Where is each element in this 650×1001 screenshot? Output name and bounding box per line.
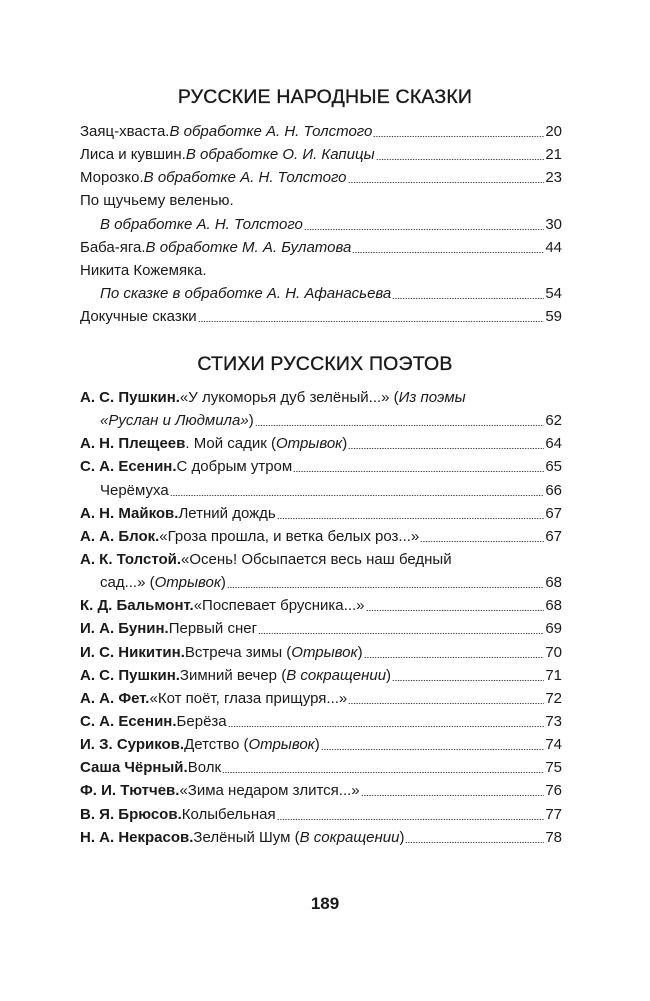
toc-entry — [80, 259, 562, 305]
dot-leader — [364, 641, 545, 664]
dot-leader — [255, 409, 545, 432]
entry-page-number: 75 — [545, 759, 562, 777]
entry-author: А. С. Пушкин. — [80, 666, 180, 684]
entry-title: Заяц-хваста. — [80, 123, 170, 140]
dot-leader — [405, 826, 544, 849]
toc-entry — [80, 803, 562, 826]
entry-title: Берёза — [176, 712, 227, 730]
dot-leader — [293, 455, 544, 478]
dot-leader — [198, 305, 545, 328]
entry-author: И. А. Бунин. — [80, 620, 169, 638]
entry-title: Летний дождь — [178, 504, 276, 522]
toc-entry — [80, 594, 562, 617]
entry-page-number: 65 — [545, 458, 562, 476]
entry-title: Морозко. — [80, 169, 144, 187]
entry-title: По щучьему веленью. — [80, 192, 234, 210]
entry-author: С. А. Есенин. — [80, 712, 177, 730]
toc-entry — [80, 120, 562, 143]
toc-entry-line — [80, 213, 562, 236]
entry-note: В обработке А. Н. Толстого — [143, 169, 347, 187]
entry-page-number: 74 — [545, 736, 562, 754]
toc-entry-line — [80, 756, 562, 779]
entry-page-number: 73 — [545, 712, 562, 730]
entry-author: Саша Чёрный. — [80, 759, 188, 777]
entry-author: А. К. Толстой. — [80, 550, 182, 568]
entry-title: ) — [220, 574, 226, 592]
entry-note: «Руслан и Людмила» — [100, 412, 249, 430]
entry-page-number: 44 — [545, 238, 562, 256]
entry-note: В сокращении — [286, 666, 387, 684]
toc-entry-line — [80, 432, 562, 455]
entry-title: «Кот поёт, глаза прищуря...» — [149, 689, 348, 707]
entry-note: В обработке М. А. Булатова — [145, 238, 352, 256]
page-number: 189 — [310, 894, 340, 913]
dot-leader — [277, 803, 545, 826]
toc-entry-line — [80, 282, 562, 305]
entry-note: Отрывок — [275, 435, 343, 453]
dot-leader — [277, 502, 545, 525]
entry-title: Баба-яга. — [80, 238, 146, 256]
toc-entry — [80, 756, 562, 779]
toc-entry-line — [80, 525, 562, 548]
entry-page-number: 78 — [545, 828, 562, 846]
toc-entry — [80, 779, 562, 802]
entry-author: С. А. Есенин. — [80, 458, 177, 476]
toc-entry-line — [80, 571, 562, 594]
entry-note: В обработке О. И. Капицы — [185, 146, 375, 164]
toc-entry-line — [80, 687, 562, 710]
entry-title: . Мой садик ( — [185, 435, 276, 453]
entry-title: Встреча зимы ( — [184, 643, 292, 661]
entry-page-number: 69 — [545, 620, 562, 638]
toc-entry-line — [80, 386, 562, 409]
toc-entry — [80, 664, 562, 687]
toc-entry-line — [80, 779, 562, 802]
toc-entry — [80, 617, 562, 640]
entry-title: «Зима недаром злится...» — [179, 782, 360, 800]
entry-page-number: 67 — [545, 527, 562, 545]
toc-entry — [80, 525, 562, 548]
toc-entry — [80, 432, 562, 455]
entry-title: ) — [248, 412, 254, 430]
section-title-poems: СТИХИ РУССКИХ ПОЭТОВ — [197, 353, 453, 375]
entry-page-number: 71 — [545, 666, 562, 684]
toc-entry-line — [80, 617, 562, 640]
toc-entry — [80, 733, 562, 756]
entry-title: ) — [399, 828, 405, 846]
dot-leader — [228, 710, 545, 733]
entry-page-number: 23 — [545, 169, 562, 187]
toc-entry-line — [80, 641, 562, 664]
toc-entry — [80, 455, 562, 478]
entry-page-number: 72 — [545, 689, 562, 707]
entry-page-number: 66 — [545, 481, 562, 499]
entry-title: Лиса и кувшин. — [80, 146, 186, 164]
entry-title: ) — [357, 643, 363, 661]
entry-note: В обработке А. Н. Толстого — [169, 123, 373, 140]
dot-leader — [373, 120, 544, 143]
entry-page-number: 70 — [545, 643, 562, 661]
entry-page-number: 20 — [545, 123, 562, 140]
toc-entry — [80, 236, 562, 259]
entry-page-number: 76 — [545, 782, 562, 800]
entry-title: Первый снег — [168, 620, 258, 638]
dot-leader — [258, 617, 544, 640]
entry-author: В. Я. Брюсов. — [80, 805, 182, 823]
entry-note: В обработке А. Н. Толстого — [100, 215, 303, 233]
dot-leader — [361, 779, 545, 802]
dot-leader — [392, 664, 544, 687]
entry-title: Докучные сказки — [80, 308, 197, 326]
entry-page-number: 64 — [545, 435, 562, 453]
entry-title: «Гроза прошла, и ветка белых роз...» — [159, 527, 420, 545]
toc-entry — [80, 305, 562, 328]
entry-title: Колыбельная — [181, 805, 276, 823]
entry-title: Зелёный Шум ( — [193, 828, 300, 846]
toc-entry-line — [80, 166, 562, 189]
entry-page-number: 62 — [545, 412, 562, 430]
entry-title: сад...» ( — [100, 574, 155, 592]
toc-entry — [80, 189, 562, 235]
entry-title: ) — [386, 666, 392, 684]
dot-leader — [348, 166, 545, 189]
toc-entry-line — [80, 120, 562, 143]
entry-title: Детство ( — [184, 736, 249, 754]
entry-note: Отрывок — [154, 574, 221, 592]
entry-page-number: 68 — [545, 574, 562, 592]
entry-title: С добрым утром — [176, 458, 293, 476]
toc-entry — [80, 166, 562, 189]
entry-title: ) — [314, 736, 320, 754]
toc-entry — [80, 687, 562, 710]
entry-page-number: 77 — [545, 805, 562, 823]
toc-entry-line — [80, 479, 562, 502]
dot-leader — [348, 432, 544, 455]
entry-author: Н. А. Некрасов. — [80, 828, 194, 846]
dot-leader — [321, 733, 545, 756]
entry-title: Волк — [187, 759, 222, 777]
entry-author: А. А. Фет. — [80, 689, 150, 707]
toc-entry — [80, 143, 562, 166]
dot-leader — [304, 213, 544, 236]
dot-leader — [170, 479, 545, 502]
entry-author: И. С. Никитин. — [80, 643, 185, 661]
toc-list-folk-tales — [80, 120, 562, 328]
toc-entry-line — [80, 189, 562, 212]
entry-title: «У лукоморья дуб зелёный...» ( — [179, 389, 399, 406]
toc-entry — [80, 479, 562, 502]
toc-entry — [80, 641, 562, 664]
entry-note: Отрывок — [291, 643, 358, 661]
toc-entry — [80, 386, 562, 432]
toc-list-poems — [80, 386, 562, 849]
entry-author: А. А. Блок. — [80, 527, 160, 545]
dot-leader — [348, 687, 544, 710]
entry-page-number: 67 — [545, 504, 562, 522]
entry-author: А. Н. Майков. — [80, 504, 179, 522]
entry-author: А. С. Пушкин. — [80, 389, 180, 406]
entry-note: В сокращении — [299, 828, 400, 846]
dot-leader — [420, 525, 544, 548]
entry-note: По сказке в обработке А. Н. Афанасьева — [100, 284, 392, 302]
section-title-folk-tales: РУССКИЕ НАРОДНЫЕ СКАЗКИ — [177, 86, 473, 108]
dot-leader — [376, 143, 545, 166]
entry-title: ) — [342, 435, 348, 453]
dot-leader — [352, 236, 544, 259]
entry-page-number: 68 — [545, 597, 562, 615]
entry-page-number: 30 — [545, 215, 562, 233]
entry-author: А. Н. Плещеев — [80, 435, 186, 453]
entry-title: «Осень! Обсыпается весь наш бедный — [181, 550, 452, 568]
entry-note: Из поэмы — [398, 389, 466, 406]
toc-entry-line — [80, 455, 562, 478]
toc-entry-line — [80, 664, 562, 687]
dot-leader — [227, 571, 544, 594]
toc-entry-line — [80, 733, 562, 756]
toc-entry-line — [80, 236, 562, 259]
entry-author: К. Д. Бальмонт. — [80, 597, 194, 615]
entry-author: И. З. Суриков. — [80, 736, 185, 754]
toc-entry-line — [80, 594, 562, 617]
entry-title: Зимний вечер ( — [179, 666, 287, 684]
entry-author: Ф. И. Тютчев. — [80, 782, 180, 800]
toc-entry-line — [80, 259, 562, 282]
toc-entry-line — [80, 409, 562, 432]
entry-page-number: 54 — [545, 284, 562, 302]
dot-leader — [392, 282, 544, 305]
entry-title: «Поспевает брусника...» — [193, 597, 365, 615]
toc-entry-line — [80, 803, 562, 826]
toc-entry — [80, 826, 562, 849]
entry-note: Отрывок — [248, 736, 315, 754]
entry-page-number: 59 — [545, 308, 562, 326]
entry-page-number: 21 — [545, 146, 562, 164]
toc-entry-line — [80, 305, 562, 328]
dot-leader — [366, 594, 545, 617]
entry-title: Черёмуха — [100, 481, 169, 499]
dot-leader — [222, 756, 544, 779]
toc-entry-line — [80, 710, 562, 733]
toc-entry — [80, 502, 562, 525]
toc-entry — [80, 548, 562, 594]
toc-entry-line — [80, 826, 562, 849]
toc-entry — [80, 710, 562, 733]
toc-entry-line — [80, 143, 562, 166]
entry-title: Никита Кожемяка. — [80, 261, 207, 279]
toc-entry-line — [80, 502, 562, 525]
toc-entry-line — [80, 548, 562, 571]
